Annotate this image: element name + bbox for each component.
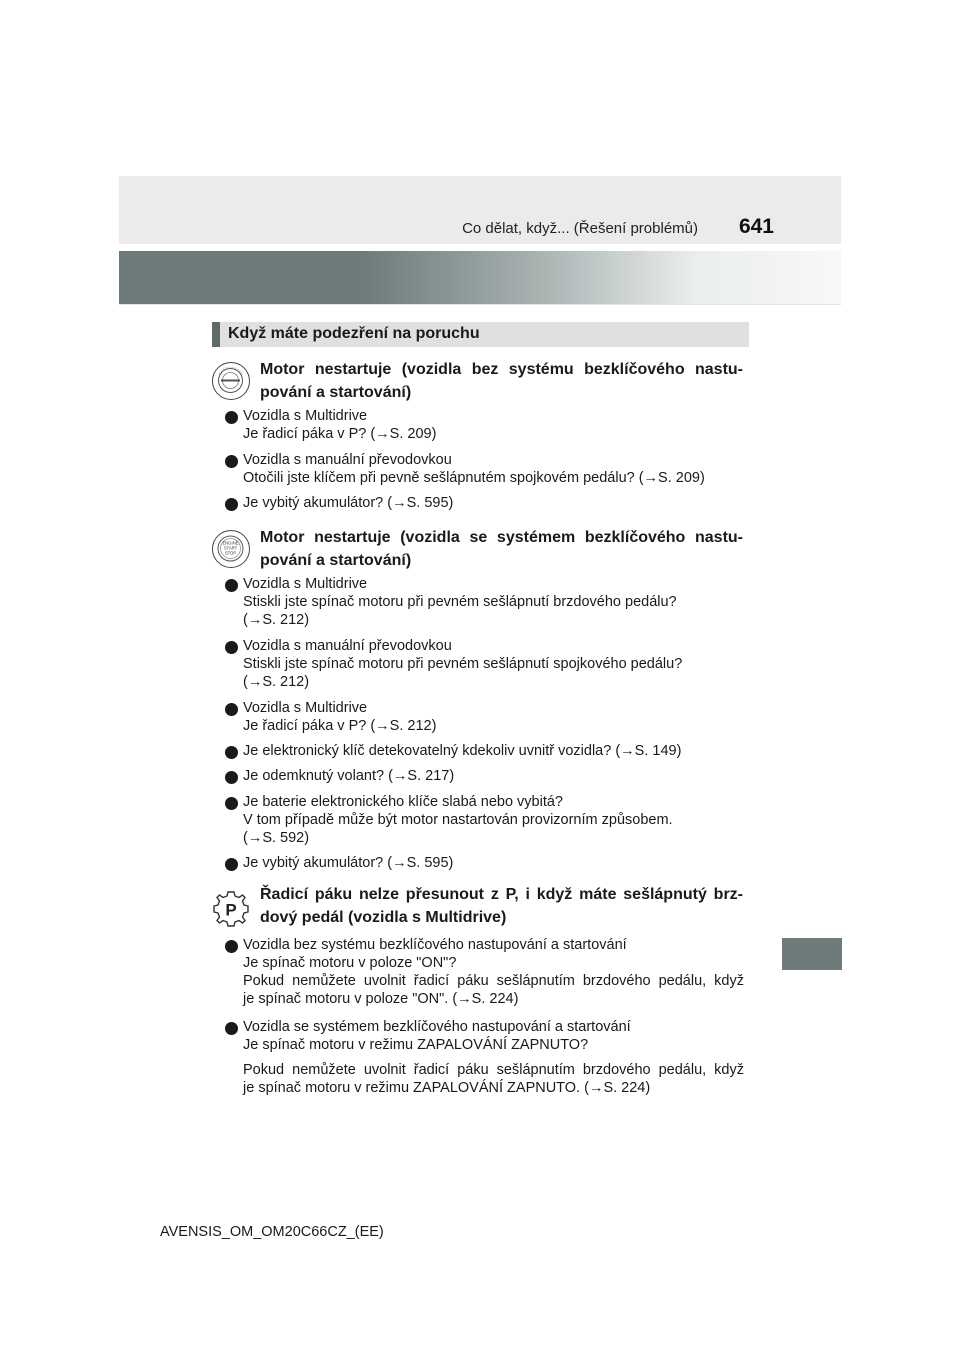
list-item <box>243 936 744 1008</box>
list-item-line: je spínač motoru v poloze "ON". (→S. 224) <box>243 991 519 1007</box>
page-number: 641 <box>738 215 774 238</box>
list-item-line: Vozidla se systémem bezklíčového nastupování a startování <box>243 1019 631 1035</box>
list-item-line: Je odemknutý volant? (→S. 217) <box>243 768 455 784</box>
ignition-key-switch-icon <box>212 362 250 400</box>
bullet-icon <box>225 940 238 953</box>
list-item-line: Je baterie elektronického klíče slabá nebo vybitá? <box>243 794 563 810</box>
list-item <box>243 407 744 443</box>
item-heading <box>260 526 743 572</box>
bullet-icon <box>225 797 238 810</box>
list-item-line: Stiskli jste spínač motoru při pevném sešlápnutí spojkového pedálu? <box>243 656 683 672</box>
bullet-icon <box>225 498 238 511</box>
list-item-line: Je vybitý akumulátor? (→S. 595) <box>243 855 454 871</box>
bullet-icon <box>225 579 238 592</box>
list-item-line: Je elektronický klíč detekovatelný kdekoliv uvnitř vozidla? (→S. 149) <box>243 743 682 759</box>
item-heading-line: Řadicí páku nelze přesunout z P, i když máte sešlápnutý brz- <box>260 886 743 903</box>
item-heading-line: Motor nestartuje (vozidla se systémem bezklíčového nastu- <box>260 529 743 546</box>
list-item-line: (→S. 212) <box>243 674 310 690</box>
list-item-line: Vozidla s manuální převodovkou <box>243 452 452 468</box>
item-heading-line: pování a startování) <box>260 552 412 569</box>
list-item-line: Je spínač motoru v režimu ZAPALOVÁNÍ ZAPNUTO? <box>243 1037 589 1053</box>
list-item-line: Otočili jste klíčem při pevně sešlápnutém spojkovém pedálu? (→S. 209) <box>243 470 705 486</box>
item-heading-line: pování a startování) <box>260 384 412 401</box>
list-item-line: Stiskli jste spínač motoru při pevném sešlápnutí brzdového pedálu? <box>243 594 677 610</box>
bullet-icon <box>225 1022 238 1035</box>
list-item <box>243 575 744 629</box>
list-item-line: je spínač motoru v režimu ZAPALOVÁNÍ ZAPNUTO. (→S. 224) <box>243 1080 651 1096</box>
icon-label: START <box>223 545 238 551</box>
bullet-icon <box>225 771 238 784</box>
list-item <box>243 854 744 872</box>
bullet-icon <box>225 703 238 716</box>
chapter-title: Co dělat, když... (Řešení problémů) <box>462 220 698 237</box>
icon-label: ENGINE <box>222 540 239 546</box>
header-divider <box>119 304 841 305</box>
document-code: AVENSIS_OM_OM20C66CZ_(EE) <box>160 1224 384 1240</box>
item-heading <box>260 883 743 929</box>
list-item-line: Je vybitý akumulátor? (→S. 595) <box>243 495 454 511</box>
list-item <box>243 742 744 760</box>
list-item-line: Vozidla s Multidrive <box>243 700 368 716</box>
item-heading-line: dový pedál (vozidla s Multidrive) <box>260 909 507 926</box>
bullet-icon <box>225 746 238 759</box>
list-item <box>243 793 744 847</box>
list-item-line: V tom případě může být motor nastartován provizorním způsobem. <box>243 812 673 828</box>
list-item-line: Je řadicí páka v P? (→S. 212) <box>243 718 437 734</box>
shift-lock-p-gear-icon <box>211 889 251 929</box>
list-item <box>243 494 744 512</box>
list-item <box>243 451 744 487</box>
list-item <box>243 767 744 785</box>
bullet-icon <box>225 641 238 654</box>
list-item-line: Pokud nemůžete uvolnit řadicí páku sešlápnutím brzdového pedálu, když <box>243 1062 744 1078</box>
list-item-line: Vozidla s Multidrive <box>243 408 368 424</box>
item-heading-line: Motor nestartuje (vozidla bez systému bezklíčového nastu- <box>260 361 743 378</box>
item-heading <box>260 358 743 404</box>
bullet-icon <box>225 411 238 424</box>
icon-label: P <box>225 900 237 920</box>
engine-start-stop-button-icon <box>212 530 250 568</box>
list-item-line: Vozidla s Multidrive <box>243 576 368 592</box>
bullet-icon <box>225 455 238 468</box>
section-header-accent <box>212 322 220 347</box>
list-item-line: Pokud nemůžete uvolnit řadicí páku sešlápnutím brzdového pedálu, když <box>243 973 744 989</box>
icon-label: STOP <box>224 550 237 556</box>
list-item <box>243 637 744 691</box>
list-item <box>243 699 744 735</box>
list-item-line: (→S. 212) <box>243 612 310 628</box>
list-item-line: (→S. 592) <box>243 830 310 846</box>
list-item-line: Je řadicí páka v P? (→S. 209) <box>243 426 437 442</box>
chapter-gradient-bar <box>119 251 841 304</box>
list-item-line: Vozidla bez systému bezklíčového nastupování a startování <box>243 937 627 953</box>
list-item-line: Je spínač motoru v poloze "ON"? <box>243 955 457 971</box>
bullet-icon <box>225 858 238 871</box>
section-title: Když máte podezření na poruchu <box>228 325 480 342</box>
list-item <box>243 1018 744 1097</box>
chapter-side-tab <box>782 938 842 970</box>
list-item-line: Vozidla s manuální převodovkou <box>243 638 452 654</box>
